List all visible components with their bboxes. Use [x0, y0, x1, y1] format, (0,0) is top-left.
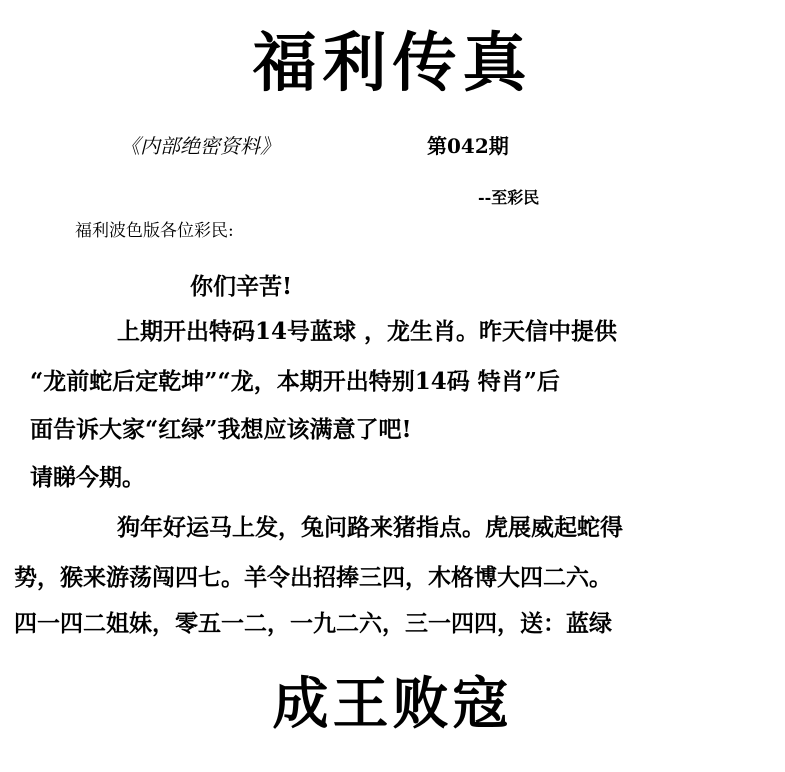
letter-line: 面告诉大家“红绿”我想应该满意了吧! — [30, 416, 412, 443]
letter-line: 上期开出特码14号蓝球 ，龙生肖。昨天信中提供 — [117, 318, 618, 345]
letter-line: “龙前蛇后定乾坤”“龙，本期开出特别14码 特肖”后 — [30, 368, 560, 395]
greeting: 你们辛苦! — [190, 273, 293, 300]
letter-line: 势，猴来游荡闯四七。羊令出招捧三四，木格博大四二六。 — [14, 564, 612, 591]
document-title: 福利传真 — [252, 26, 533, 101]
closing-title: 成王败寇 — [272, 671, 513, 737]
salutation: 福利波色版各位彩民: — [75, 221, 234, 241]
sender-line: --至彩民 — [478, 188, 540, 207]
letter-line: 四一四二姐妹，零五一二，一九二六，三一四四，送：蓝绿 — [14, 610, 612, 637]
document-subtitle: 《内部绝密资料》 — [120, 134, 280, 158]
letter-line: 请睇今期。 — [30, 464, 145, 491]
issue-number: 第042期 — [427, 134, 509, 158]
letter-line: 狗年好运马上发，兔问路来猪指点。虎展威起蛇得 — [117, 514, 623, 541]
